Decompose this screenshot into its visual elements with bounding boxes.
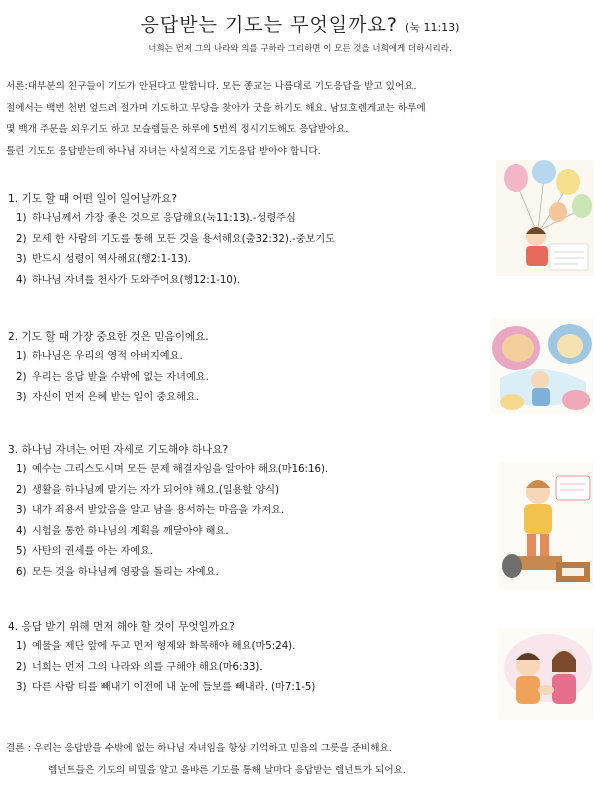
balloons-child-illustration bbox=[496, 160, 594, 276]
list-item: 1) 예물을 제단 앞에 두고 먼저 형제와 화목해야 해요(마5:24). bbox=[16, 641, 296, 652]
section-2 bbox=[8, 328, 488, 409]
list-item: 2) 우리는 응답 받을 수밖에 없는 자녀예요. bbox=[16, 371, 209, 383]
list-item: 2) 생활을 하나님께 맡기는 자가 되어야 해요.(일용할 양식) bbox=[16, 484, 280, 496]
page-title bbox=[0, 10, 600, 37]
list-item: 2) 너희는 먼저 그의 나라와 의를 구해야 해요(마6:33). bbox=[16, 661, 263, 673]
list-item: 3) 반드시 성령이 역사해요(행2:1-13). bbox=[16, 254, 191, 265]
title-reference: (눅 11:13) bbox=[405, 21, 460, 34]
list-item: 6) 모든 것을 하나님께 영광을 돌리는 자예요. bbox=[16, 566, 219, 578]
intro-line: 서론:대부분의 친구들이 기도가 안된다고 말합니다. 모든 종교는 나름대로 기도응답을 받고 있어요. bbox=[6, 81, 417, 92]
list-item: 3) 자신이 먼저 은혜 받는 일이 중요해요. bbox=[16, 392, 200, 403]
conclusion bbox=[6, 738, 596, 782]
section-heading: 3. 하나님 자녀는 어떤 자세로 기도해야 하나요? bbox=[8, 444, 229, 456]
praying-child-illustration bbox=[490, 318, 594, 414]
introduction bbox=[6, 76, 596, 162]
intro-line: 틀린 기도도 응답받는데 하나님 자녀는 사실적으로 기도응답 받아야 합니다. bbox=[6, 145, 321, 157]
section-1 bbox=[8, 190, 488, 291]
list-item: 2) 모세 한 사람의 기도를 통해 모든 것을 용서해요(출32:32).-중보기도 bbox=[16, 233, 336, 245]
list-item: 1) 하나님께서 가장 좋은 것으로 응답해요(눅11:13).-성령주심 bbox=[16, 213, 296, 224]
list-item: 1) 하나님은 우리의 영적 아버지예요. bbox=[16, 351, 183, 362]
list-item: 3) 내가 죄용서 받았음을 알고 남을 용서하는 마음을 가져요. bbox=[16, 505, 285, 516]
list-item: 3) 다른 사람 티를 빼내기 이전에 내 눈에 들보를 빼내라. (마7:1-5) bbox=[16, 682, 316, 693]
key-verse: 너희는 먼저 그의 나라와 의를 구하라 그리하면 이 모든 것을 너희에게 더하시리라. bbox=[148, 44, 452, 54]
title-main: 응답받는 기도는 무엇일까요? bbox=[140, 14, 398, 36]
section-heading: 1. 기도 할 때 어떤 일이 일어날까요? bbox=[8, 193, 177, 205]
section-4 bbox=[8, 618, 488, 699]
intro-line: 몇 백개 주문을 외우기도 하고 모슬렘들은 하루에 5번씩 정시기도해도 응답받아요. bbox=[6, 124, 349, 135]
section-heading: 2. 기도 할 때 가장 중요한 것은 믿음이에요. bbox=[8, 331, 209, 343]
boy-standing-illustration bbox=[498, 462, 594, 590]
list-item: 4) 하나님 자녀를 천사가 도와주어요(행12:1-10). bbox=[16, 274, 241, 286]
list-item: 1) 예수는 그리스도시며 모든 문제 해결자임을 알아야 해요(마16:16). bbox=[16, 464, 329, 475]
section-3 bbox=[8, 441, 488, 583]
section-heading: 4. 응답 받기 위해 먼저 해야 할 것이 무엇일까요? bbox=[8, 621, 235, 633]
conclusion-line: 렘넌트들은 기도의 비밀을 알고 올바른 기도를 통해 날마다 응답받는 렘넌트가 되어요. bbox=[48, 765, 406, 776]
list-item: 5) 사탄의 권세를 아는 자예요. bbox=[16, 546, 154, 557]
two-children-illustration bbox=[498, 628, 594, 720]
intro-line: 절에서는 백번 천번 엎드려 절가며 기도하고 무당을 찾아가 굿을 하기도 해요. 남묘호렌게교는 하루에 bbox=[6, 102, 426, 114]
conclusion-line: 결론 : 우리는 응답받을 수밖에 없는 하나님 자녀임을 항상 기억하고 믿음의 그릇을 준비해요. bbox=[6, 743, 392, 754]
list-item: 4) 시험을 통한 하나님의 계획을 깨달아야 해요. bbox=[16, 525, 229, 537]
